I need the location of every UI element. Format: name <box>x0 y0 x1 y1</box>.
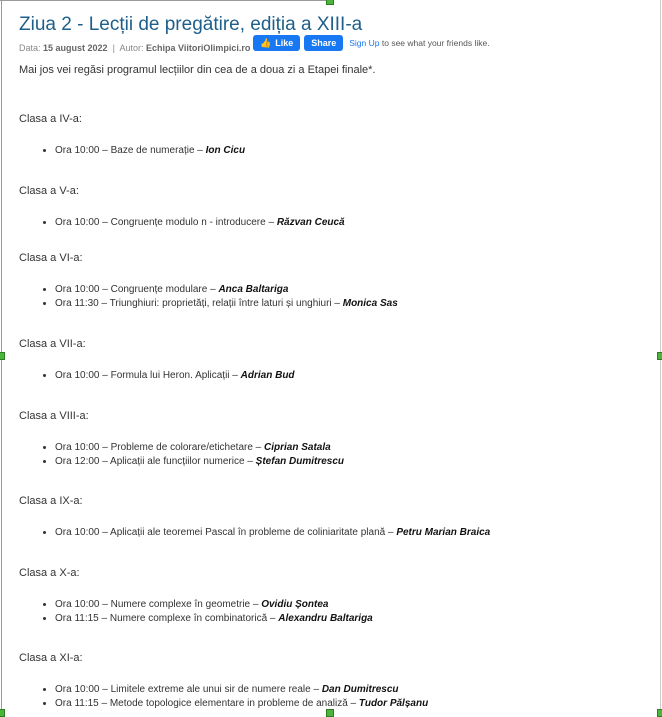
resize-handle-left[interactable] <box>0 352 5 360</box>
class-section <box>19 409 649 469</box>
list-item <box>55 369 649 383</box>
class-section <box>19 184 649 230</box>
author-label: Autor: <box>119 43 144 53</box>
lesson-text: Ora 10:00 – Congruențe modulo n - introducere – <box>55 217 277 228</box>
class-title: Clasa a V-a: <box>19 185 79 197</box>
editor-frame-top-border <box>0 0 330 1</box>
class-section <box>19 494 649 540</box>
teacher-name: Ovidiu Șontea <box>261 599 329 610</box>
lesson-text: Ora 10:00 – Formula lui Heron. Aplicații – <box>55 370 241 381</box>
teacher-name: Alexandru Baltariga <box>278 613 373 624</box>
list-item <box>55 283 649 297</box>
class-title: Clasa a X-a: <box>19 567 80 579</box>
lesson-text: Ora 10:00 – Aplicații ale teoremei Pascal în probleme de coliniaritate plană – <box>55 527 397 538</box>
resize-handle-bottom-right[interactable] <box>657 709 662 717</box>
list-item <box>55 526 649 540</box>
author-value[interactable]: Echipa ViitoriOlimpici.ro <box>145 43 251 53</box>
lesson-text: Ora 11:15 – Numere complexe în combinatorică – <box>55 613 279 624</box>
meta-separator: | <box>112 43 115 53</box>
class-section <box>19 566 649 626</box>
lesson-text: Ora 10:00 – Baze de numerație – <box>55 145 206 156</box>
list-item <box>55 441 649 455</box>
facebook-share-button[interactable]: Share <box>304 35 343 51</box>
teacher-name: Adrian Bud <box>240 370 295 381</box>
lesson-list <box>19 526 649 540</box>
facebook-signup-suffix: to see what your friends like. <box>381 38 490 48</box>
list-item <box>55 144 649 158</box>
lesson-list <box>19 369 649 383</box>
like-label: Like <box>275 38 294 48</box>
list-item <box>55 612 649 626</box>
page-title: Ziua 2 - Lecții de pregătire, ediția a XIII-a <box>19 14 363 35</box>
lesson-text: Ora 11:15 – Metode topologice elementare in probleme de analiză – <box>55 698 359 709</box>
lesson-list <box>19 144 649 158</box>
lesson-text: Ora 10:00 – Numere complexe în geometrie – <box>55 599 262 610</box>
date-label: Data: <box>19 43 41 53</box>
teacher-name: Răzvan Ceucă <box>276 217 345 228</box>
article <box>19 12 649 76</box>
teacher-name: Monica Sas <box>342 298 398 309</box>
class-title: Clasa a IX-a: <box>19 495 83 507</box>
lesson-list <box>19 598 649 626</box>
teacher-name: Anca Baltariga <box>218 284 289 295</box>
lesson-text: Ora 12:00 – Aplicații ale funcțiilor numerice – <box>55 456 256 467</box>
lesson-list <box>19 216 649 230</box>
class-section <box>19 112 649 158</box>
teacher-name: Ion Cicu <box>205 145 246 156</box>
class-title: Clasa a VII-a: <box>19 338 86 350</box>
lesson-list <box>19 283 649 311</box>
teacher-name: Tudor Pălșanu <box>358 698 429 709</box>
intro-paragraph: Mai jos vei regăsi programul lecțiilor din cea de a doua zi a Etapei finale*. <box>19 64 376 76</box>
resize-handle-right[interactable] <box>657 352 662 360</box>
list-item <box>55 216 649 230</box>
facebook-signup-text <box>349 37 489 49</box>
resize-handle-top[interactable] <box>326 0 334 5</box>
facebook-signup-link[interactable]: Sign Up <box>349 38 380 48</box>
list-item <box>55 683 649 697</box>
facebook-like-button[interactable] <box>253 35 300 51</box>
lesson-text: Ora 10:00 – Limitele extreme ale unui sir de numere reale – <box>55 684 322 695</box>
teacher-name: Ciprian Satala <box>264 442 331 453</box>
class-title: Clasa a IV-a: <box>19 113 82 125</box>
lesson-list <box>19 683 649 711</box>
lesson-text: Ora 10:00 – Probleme de colorare/etichetare – <box>55 442 265 453</box>
teacher-name: Petru Marian Braica <box>396 527 491 538</box>
class-section <box>19 651 649 711</box>
article-meta <box>19 38 649 54</box>
date-value: 15 august 2022 <box>43 43 108 53</box>
list-item <box>55 598 649 612</box>
resize-handle-bottom-left[interactable] <box>0 709 5 717</box>
list-item <box>55 297 649 311</box>
class-title: Clasa a VI-a: <box>19 252 83 264</box>
class-title: Clasa a VIII-a: <box>19 410 89 422</box>
lesson-text: Ora 11:30 – Triunghiuri: proprietăți, relații între laturi și unghiuri – <box>55 298 343 309</box>
teacher-name: Dan Dumitrescu <box>321 684 399 695</box>
class-title: Clasa a XI-a: <box>19 652 83 664</box>
lesson-text: Ora 10:00 – Congruențe modulare – <box>55 284 219 295</box>
class-section <box>19 337 649 383</box>
teacher-name: Ștefan Dumitrescu <box>255 456 345 467</box>
list-item <box>55 697 649 711</box>
lesson-list <box>19 441 649 469</box>
thumbs-up-icon: 👍 <box>260 38 272 48</box>
facebook-widget <box>253 35 490 51</box>
list-item <box>55 455 649 469</box>
class-section <box>19 251 649 311</box>
